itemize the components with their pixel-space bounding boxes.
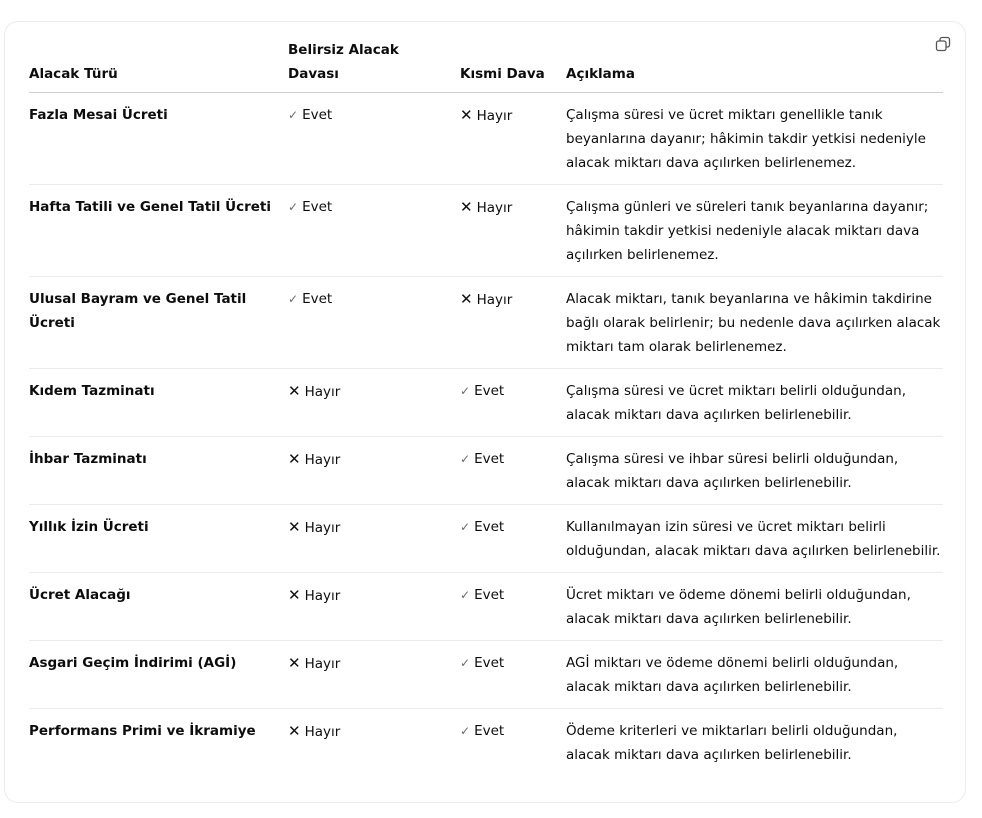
cell-value-label: Evet (302, 199, 333, 215)
cell-aciklama: Ücret miktarı ve ödeme dönemi belirli olduğundan, alacak miktarı dava açılırken belirlenebilir. (566, 573, 943, 641)
cell-aciklama: Çalışma günleri ve süreleri tanık beyanlarına dayanır; hâkimin takdir yetkisi nedeniyle alacak miktarı dava açılırken belirlenemez. (566, 185, 943, 277)
cell-value-label: Hayır (304, 656, 341, 672)
table-row (29, 437, 943, 505)
table-row (29, 369, 943, 437)
table-card (4, 21, 966, 803)
header-alacak-turu: Alacak Türü (29, 34, 288, 93)
cell-belirsiz-alacak-davasi (288, 277, 460, 369)
check-icon: ✓ (288, 108, 299, 122)
cell-value-label: Hayır (304, 452, 341, 468)
cell-belirsiz-alacak-davasi (288, 573, 460, 641)
cell-value-label: Evet (302, 107, 333, 123)
cross-icon: ✕ (288, 518, 301, 536)
cell-value-label: Evet (474, 723, 505, 739)
cell-value-label: Hayır (304, 520, 341, 536)
cross-icon: ✕ (288, 382, 301, 400)
cell-value-label: Evet (474, 519, 505, 535)
cell-value-label: Hayır (476, 108, 513, 124)
table-row (29, 185, 943, 277)
cell-value-label: Evet (474, 655, 505, 671)
check-icon: ✓ (460, 520, 471, 534)
cell-alacak-turu: Fazla Mesai Ücreti (29, 93, 288, 185)
cell-value-label: Hayır (304, 724, 341, 740)
cell-kismi-dava (460, 437, 566, 505)
check-icon: ✓ (460, 656, 471, 670)
table-row (29, 277, 943, 369)
cell-belirsiz-alacak-davasi (288, 185, 460, 277)
cell-belirsiz-alacak-davasi (288, 505, 460, 573)
cell-alacak-turu: Asgari Geçim İndirimi (AGİ) (29, 641, 288, 709)
cell-kismi-dava (460, 369, 566, 437)
table-row (29, 573, 943, 641)
cell-kismi-dava (460, 185, 566, 277)
check-icon: ✓ (460, 384, 471, 398)
header-belirsiz-alacak-davasi: Belirsiz Alacak Davası (288, 34, 460, 93)
cell-value-label: Hayır (476, 292, 513, 308)
cell-value-label: Evet (302, 291, 333, 307)
cell-alacak-turu: Yıllık İzin Ücreti (29, 505, 288, 573)
cell-value-label: Evet (474, 451, 505, 467)
cell-value-label: Hayır (304, 384, 341, 400)
cell-alacak-turu: Kıdem Tazminatı (29, 369, 288, 437)
cross-icon: ✕ (460, 198, 473, 216)
cell-aciklama: Ödeme kriterleri ve miktarları belirli olduğundan, alacak miktarı dava açılırken belirlenebilir. (566, 723, 898, 763)
cell-aciklama: Çalışma süresi ve ücret miktarı genellikle tanık beyanlarına dayanır; hâkimin takdir yetkisi nedeniyle alacak miktarı dava açılırken belirlenemez. (566, 93, 943, 185)
check-icon: ✓ (460, 724, 471, 738)
cross-icon: ✕ (288, 722, 301, 740)
cross-icon: ✕ (460, 290, 473, 308)
cell-belirsiz-alacak-davasi (288, 437, 460, 505)
header-kismi-dava: Kısmi Dava (460, 34, 566, 93)
cell-aciklama: Çalışma süresi ve ücret miktarı belirli olduğundan, alacak miktarı dava açılırken belirlenebilir. (566, 369, 943, 437)
cell-value-label: Evet (474, 383, 505, 399)
cell-alacak-turu: Ücret Alacağı (29, 573, 288, 641)
table-row (29, 709, 943, 777)
check-icon: ✓ (288, 292, 299, 306)
cell-belirsiz-alacak-davasi (288, 641, 460, 709)
cell-value-label: Hayır (476, 200, 513, 216)
cell-alacak-turu: Hafta Tatili ve Genel Tatil Ücreti (29, 185, 288, 277)
cell-value-label: Evet (474, 587, 505, 603)
cell-kismi-dava (460, 505, 566, 573)
header-aciklama: Açıklama (566, 34, 943, 93)
cell-belirsiz-alacak-davasi (288, 369, 460, 437)
cell-aciklama: Alacak miktarı, tanık beyanlarına ve hâkimin takdirine bağlı olarak belirlenir; bu nedenle dava açılırken alacak miktarı tam olarak belirlenemez. (566, 277, 943, 369)
cross-icon: ✕ (288, 654, 301, 672)
cell-kismi-dava (460, 277, 566, 369)
cell-belirsiz-alacak-davasi (288, 709, 460, 777)
cell-aciklama: Çalışma süresi ve ihbar süresi belirli olduğundan, alacak miktarı dava açılırken belirlenebilir. (566, 437, 943, 505)
cell-alacak-turu: İhbar Tazminatı (29, 437, 288, 505)
cross-icon: ✕ (288, 450, 301, 468)
table-row (29, 505, 943, 573)
cell-kismi-dava (460, 93, 566, 185)
cell-aciklama: AGİ miktarı ve ödeme dönemi belirli olduğundan, alacak miktarı dava açılırken belirlenebilir. (566, 641, 943, 709)
cell-kismi-dava (460, 573, 566, 641)
cell-belirsiz-alacak-davasi (288, 93, 460, 185)
cell-alacak-turu: Performans Primi ve İkramiye (29, 723, 256, 739)
cross-icon: ✕ (460, 106, 473, 124)
cell-value-label: Hayır (304, 588, 341, 604)
cell-alacak-turu: Ulusal Bayram ve Genel Tatil Ücreti (29, 277, 288, 369)
check-icon: ✓ (460, 452, 471, 466)
check-icon: ✓ (288, 200, 299, 214)
cross-icon: ✕ (288, 586, 301, 604)
cell-kismi-dava (460, 641, 566, 709)
table-header-row (29, 34, 943, 93)
cell-kismi-dava (460, 709, 566, 777)
data-table (29, 34, 943, 776)
cell-aciklama: Kullanılmayan izin süresi ve ücret miktarı belirli olduğundan, alacak miktarı dava açılırken belirlenebilir. (566, 505, 943, 573)
check-icon: ✓ (460, 588, 471, 602)
table-row (29, 93, 943, 185)
table-row (29, 641, 943, 709)
